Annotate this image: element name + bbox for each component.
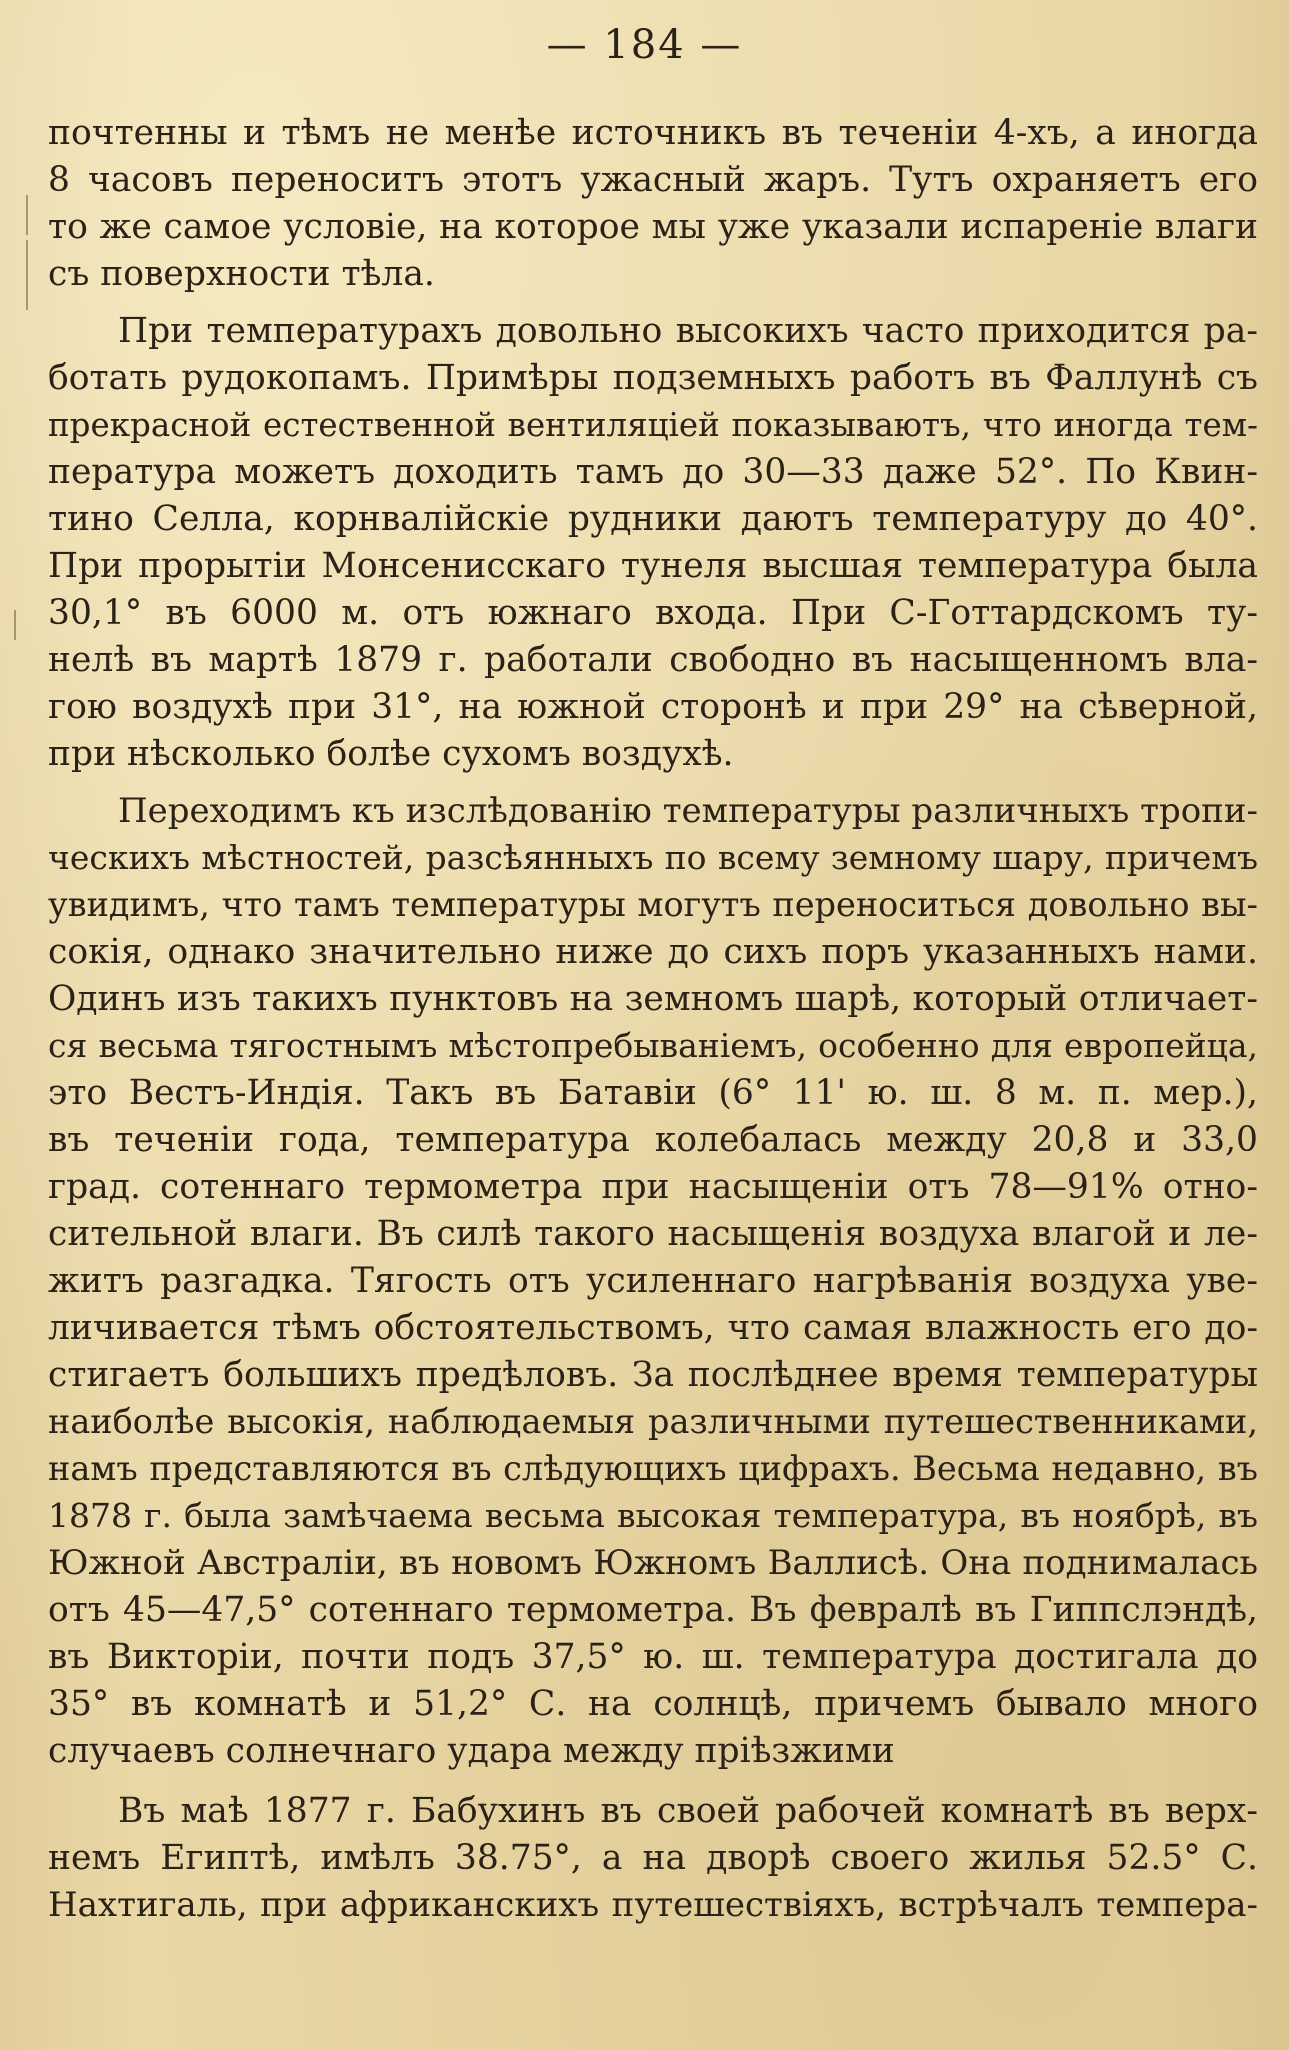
margin-mark	[26, 240, 28, 310]
text-line: житъ разгадка. Тягость отъ усиленнаго нагрѣванія воздуха уве-	[48, 1261, 1258, 1301]
text-line: тино Селла, корнвалійскіе рудники даютъ температуру до 40°.	[48, 499, 1258, 539]
margin-mark	[14, 610, 16, 640]
text-line: сительной влаги. Въ силѣ такого насыщенія воздуха влагой и ле-	[48, 1214, 1258, 1254]
text-line: въ Викторіи, почти подъ 37,5° ю. ш. температура достигала до	[48, 1637, 1258, 1677]
text-line: 8 часовъ переноситъ этотъ ужасный жаръ. Тутъ охраняетъ его	[48, 160, 1258, 200]
text-line: ботать рудокопамъ. Примѣры подземныхъ работъ въ Фаллунѣ съ	[48, 358, 1258, 398]
text-line: При прорытіи Монсенисскаго тунеля высшая температура была	[48, 546, 1258, 586]
text-line: личивается тѣмъ обстоятельствомъ, что самая влажность его до-	[48, 1308, 1258, 1348]
text-line: увидимъ, что тамъ температуры могутъ переноситься довольно вы-	[48, 885, 1258, 924]
text-line: немъ Египтѣ, имѣлъ 38.75°, а на дворѣ своего жилья 52.5° С.	[48, 1838, 1258, 1878]
text-line: при нѣсколько болѣе сухомъ воздухѣ.	[48, 734, 734, 774]
page-number: — 184 —	[546, 22, 743, 68]
text-line: наиболѣе высокія, наблюдаемыя различными путешественниками,	[48, 1402, 1258, 1441]
text-line: 35° въ комнатѣ и 51,2° С. на солнцѣ, причемъ бывало много	[48, 1684, 1258, 1724]
paragraph-first-line: Въ маѣ 1877 г. Бабухинъ въ своей рабочей комнатѣ въ верх-	[118, 1791, 1258, 1831]
text-line: пература можетъ доходить тамъ до 30—33 даже 52°. По Квин-	[48, 452, 1258, 492]
text-line: прекрасной естественной вентиляціей показываютъ, что иногда тем-	[48, 406, 1258, 444]
text-line: сокія, однако значительно ниже до сихъ поръ указанныхъ нами.	[48, 932, 1258, 972]
text-line: 30,1° въ 6000 м. отъ южнаго входа. При С-Готтардскомъ ту-	[48, 593, 1258, 633]
text-line: Одинъ изъ такихъ пунктовъ на земномъ шарѣ, который отличает-	[48, 979, 1258, 1019]
margin-mark	[26, 195, 28, 235]
text-line: ческихъ мѣстностей, разсѣянныхъ по всему земному шару, причемъ	[48, 838, 1258, 877]
text-line: въ теченіи года, температура колебалась между 20,8 и 33,0	[48, 1120, 1258, 1160]
text-line: случаевъ солнечнаго удара между пріѣзжими	[48, 1731, 895, 1771]
text-line: стигаетъ большихъ предѣловъ. За послѣднее время температуры	[48, 1355, 1258, 1395]
text-line: гою воздухѣ при 31°, на южной сторонѣ и при 29° на сѣверной,	[48, 687, 1258, 727]
text-line: Нахтигаль, при африканскихъ путешествіяхъ, встрѣчалъ темпера-	[48, 1885, 1258, 1925]
text-line: отъ 45—47,5° сотеннаго термометра. Въ февралѣ въ Гиппслэндѣ,	[48, 1590, 1258, 1630]
paragraph-first-line: Переходимъ къ изслѣдованію температуры различныхъ тропи-	[118, 791, 1258, 831]
text-line: Южной Австраліи, въ новомъ Южномъ Валлисѣ. Она поднималась	[48, 1543, 1258, 1583]
text-line: это Вестъ-Индія. Такъ въ Батавіи (6° 11' ю. ш. 8 м. п. мер.),	[48, 1073, 1258, 1113]
text-line: ся весьма тягостнымъ мѣстопребываніемъ, особенно для европейца,	[48, 1026, 1258, 1065]
text-line: нелѣ въ мартѣ 1879 г. работали свободно въ насыщенномъ вла-	[48, 640, 1258, 680]
text-line: почтенны и тѣмъ не менѣе источникъ въ теченіи 4-хъ, а иногда	[48, 113, 1258, 153]
text-line: град. сотеннаго термометра при насыщеніи отъ 78—91% отно-	[48, 1167, 1258, 1207]
text-line: 1878 г. была замѣчаема весьма высокая температура, въ ноябрѣ, въ	[48, 1496, 1258, 1535]
text-line: то же самое условіе, на которое мы уже указали испареніе влаги	[48, 207, 1258, 247]
text-line: намъ представляются въ слѣдующихъ цифрахъ. Весьма недавно, въ	[48, 1449, 1258, 1488]
text-line: съ поверхности тѣла.	[48, 254, 435, 294]
paragraph-first-line: При температурахъ довольно высокихъ часто приходится ра-	[118, 311, 1258, 351]
